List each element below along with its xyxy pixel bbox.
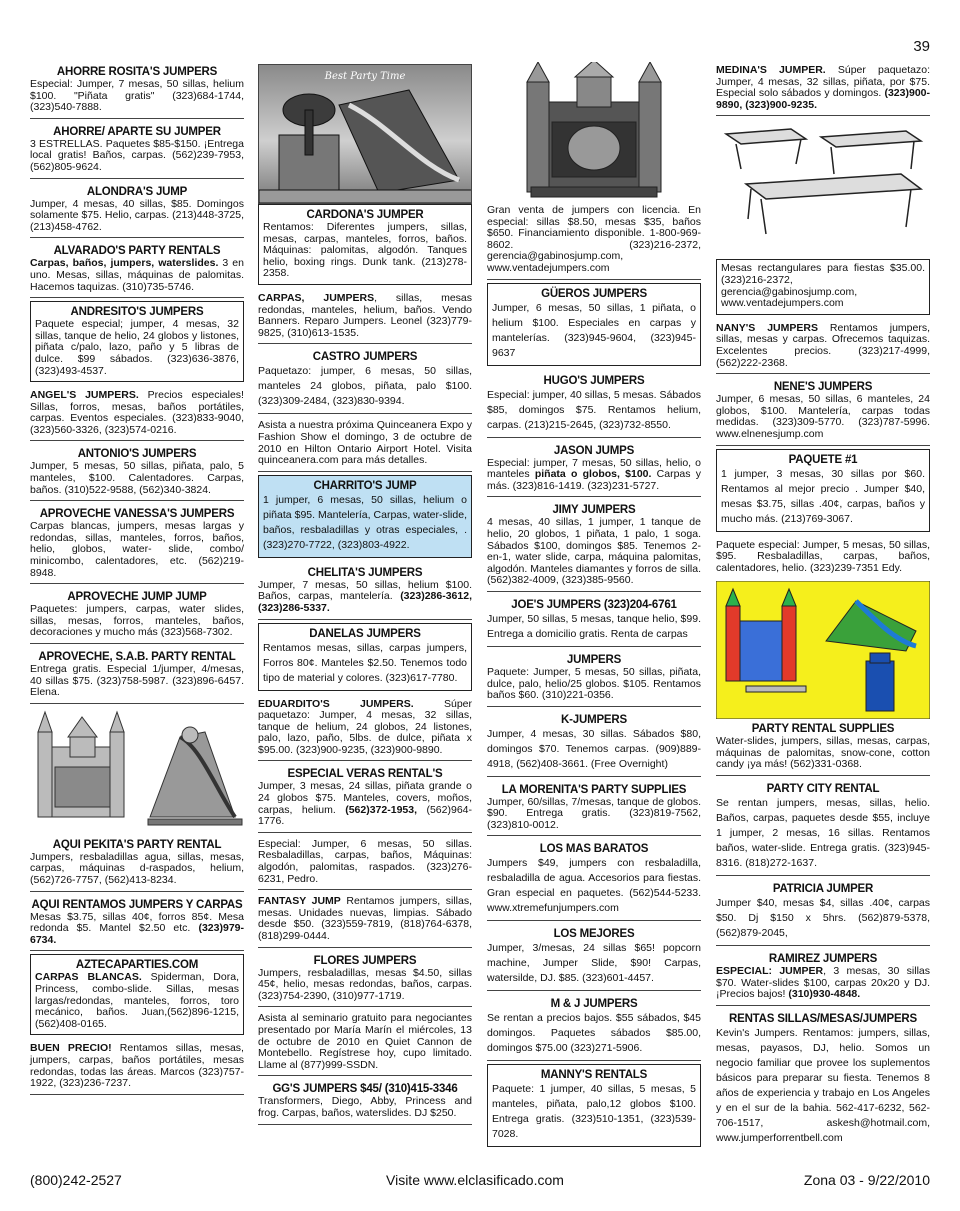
classified-ad bbox=[716, 320, 930, 374]
ad-title: LOS MAS BARATOS bbox=[539, 843, 649, 856]
ad-body bbox=[30, 79, 244, 114]
ad-body bbox=[258, 896, 472, 942]
ad-text: , 3 mesas, 30 sillas $70. Water-slides $100, carpas 20x20 y DJ. ¡Precios bajos! bbox=[716, 965, 930, 1001]
classified-ad bbox=[716, 377, 930, 445]
classified-ad bbox=[258, 563, 472, 620]
ad-body bbox=[258, 364, 472, 409]
ad-title: JASON JUMPS bbox=[553, 444, 635, 457]
ad-text: Jumper, 6 mesas, 50 sillas, 6 manteles, 24 globos, $100. Mantelería, carpas todas medidas. (323)309-5770. (323)787-5996. www.elnenesjump.com bbox=[716, 393, 930, 440]
ad-title: APROVECHE JUMP JUMP bbox=[67, 590, 207, 604]
classified-ad bbox=[716, 1009, 930, 1150]
ad-body bbox=[487, 517, 701, 587]
ad-text: Jumpers, resbaladillas agua, sillas, mesas, carpas, máquinas d-raspados, helium, (562)726-7757, (562)413-8234. bbox=[30, 850, 244, 886]
ad-title: LA MORENITA'S PARTY SUPPLIES bbox=[501, 783, 687, 796]
classified-ad bbox=[716, 879, 930, 946]
ad-body bbox=[716, 323, 930, 369]
classified-ad bbox=[258, 204, 472, 285]
footer-phone: (800)242-2527 bbox=[30, 1172, 122, 1188]
ad-title: PATRICIA JUMPER bbox=[772, 882, 874, 896]
ad-text: Entrega gratis. Especial 1/jumper, 4/mesas, 40 sillas $75. (323)758-5987. (323)896-6457. Elena. bbox=[30, 663, 244, 699]
ad-title: ESPECIAL VERAS RENTAL'S bbox=[287, 768, 443, 781]
ad-title: JUMPERS bbox=[566, 653, 622, 667]
classified-ad bbox=[258, 623, 472, 691]
ad-text: Mesas rectangulares para fiestas $35.00. (323)216-2372, gerencia@gabinosjump.com, www.ventadejumpers.com bbox=[721, 262, 925, 310]
ad-text: Gran venta de jumpers con licencia. En especial: sillas $8.50, mesas $35, baños $650. Financiamiento disponible. 1-800-969-8602. (323)216-2372, gerencia@gabinosjump.com, www.ventadejumpers.com bbox=[487, 204, 701, 274]
classified-ad bbox=[716, 949, 930, 1006]
ad-text: Especial: Jumper, 7 mesas, 50 sillas, helium $100. "Piñata gratis" (323)684-1744, (323)540-7888. bbox=[30, 78, 244, 114]
column-2 bbox=[258, 62, 472, 1128]
classified-ad bbox=[487, 283, 701, 366]
ad-lead: NANY'S JUMPERS bbox=[716, 321, 818, 334]
ad-lead: MEDINA'S JUMPER. bbox=[716, 64, 826, 76]
ad-title: NENE'S JUMPERS bbox=[773, 380, 873, 394]
ad-text: Paquetazo: jumper, 6 mesas, 50 sillas, manteles 24 globos, piñata, palo $100. (323)309-2484, (323)830-9394. bbox=[258, 365, 472, 408]
ad-body bbox=[716, 896, 930, 941]
ad-title: APROVECHE, S.A.B. PARTY RENTAL bbox=[38, 650, 236, 664]
ad-body bbox=[30, 912, 244, 947]
classified-ad bbox=[716, 62, 930, 116]
classified-ad bbox=[30, 954, 244, 1035]
classified-ad bbox=[258, 951, 472, 1008]
ad-text: 4 mesas, 40 sillas, 1 jumper, 1 tanque de helio, 20 globos, 1 piñata, 1 palo, 1 soga. Sábados $100, domingos $85. Tenemos 2-en-1, water slide, carpa, máquina palomitas, algodón. Manteles diamantes y forros de silla. (562)382-4009, (323)385-9560. bbox=[487, 516, 701, 587]
classified-ad bbox=[30, 587, 244, 644]
ad-text: Súper paquetazo: Jumper, 4 mesas, 32 sillas, tanque de helium, 24 globos, 24 listones, palo, lazo, paño, 5lbs. de dulce, piñata x $95.00. (323)900-9235, (323)900-9890. bbox=[258, 697, 473, 756]
ad-text: Paquetes: jumpers, carpas, water slides, sillas, mesas, forros, manteles, baños, decoraciones y mucho más (323)568-7302. bbox=[30, 603, 244, 639]
ad-phone-bold: (323)900-9890, (323)900-9235. bbox=[716, 87, 930, 111]
ad-text: 3 ESTRELLAS. Paquetes $85-$150. ¡Entrega local gratis! Baños, carpas. (562)239-7953, (562)805-9624. bbox=[30, 137, 244, 173]
ad-text: Jumper, 4 mesas, 30 sillas. Sábados $80, domingos $70. Tenemos carpas. (909)889-4918, (562)408-3661. (Free Overnight) bbox=[487, 727, 701, 770]
classified-ad bbox=[487, 994, 701, 1061]
ad-body bbox=[487, 941, 701, 986]
ad-text: Asista a nuestra próxima Quinceanera Expo y Fashion Show el domingo, 3 de octubre de 2010 en Hilton Ontario Airport Hotel. Visita quinceanera.com para más detalles. bbox=[258, 419, 472, 467]
ad-phone-bold: (323)979-6734. bbox=[30, 922, 244, 946]
classified-ad bbox=[258, 475, 472, 558]
ad-text: 1 jumper, 3 mesas, 30 sillas por $60. Rentamos al mejor precio . Jumper $40, mesas $3.75, sillas .40¢, carpas, baños y mucho más. (213)769-3067. bbox=[721, 467, 925, 525]
classified-ad bbox=[487, 650, 701, 707]
classified-ad bbox=[487, 202, 701, 280]
ad-body bbox=[487, 667, 701, 702]
ad-title: ANTONIO'S JUMPERS bbox=[77, 448, 197, 461]
ad-text: Jumper, 60/sillas, 7/mesas, tanque de globos. $90. Entrega gratis. (323)819-7562, (323)810-0012. bbox=[487, 795, 701, 831]
ad-text: Rentamos: Diferentes jumpers, sillas, mesas, carpas, manteles, forros, baños. Máquinas: palomitas, algodón. Tanques helio, boxing rings. Dunk tank. (213)278-2358. bbox=[263, 221, 467, 280]
classified-ad bbox=[30, 1040, 244, 1094]
castle-jumper-image bbox=[487, 62, 701, 202]
classified-ad bbox=[487, 595, 701, 647]
ad-body bbox=[492, 1082, 696, 1142]
ad-body bbox=[30, 199, 244, 234]
ad-title: HUGO'S JUMPERS bbox=[543, 374, 645, 387]
ad-body bbox=[258, 839, 472, 885]
ad-text: Jumper, 4 mesas, 40 sillas, $85. Domingos solamente $75. Helio, carpas. (213)448-3725, (213)458-4762. bbox=[30, 197, 244, 233]
ad-title: AQUI PEKITA'S PARTY RENTAL bbox=[52, 838, 222, 852]
ad-body bbox=[263, 641, 467, 686]
ad-title: AHORRE ROSITA'S JUMPERS bbox=[56, 65, 218, 79]
ad-text: Asista al seminario gratuito para negociantes presentado por María Marín el miércoles, 13 de octubre de 2010 en Quiet Cannon de Montebello. Regístrese hoy, cupo limitado. Llame al (877)999-SSDN. bbox=[258, 1012, 472, 1071]
ad-title: K-JUMPERS bbox=[561, 713, 627, 726]
classified-ad bbox=[30, 122, 244, 179]
ad-body bbox=[258, 293, 472, 339]
classified-ad bbox=[487, 924, 701, 991]
ad-title: APROVECHE VANESSA'S JUMPERS bbox=[39, 507, 235, 521]
ad-body bbox=[30, 139, 244, 174]
ad-title: JOE'S JUMPERS (323)204-6761 bbox=[511, 598, 677, 612]
ad-title: ALVARADO'S PARTY RENTALS bbox=[53, 245, 221, 258]
classified-ad bbox=[716, 449, 930, 532]
classified-ad bbox=[487, 441, 701, 498]
ad-title: PARTY RENTAL SUPPLIES bbox=[751, 722, 895, 736]
ad-body bbox=[30, 604, 244, 639]
ad-body bbox=[716, 65, 930, 111]
ad-title: RENTAS SILLAS/MESAS/JUMPERS bbox=[729, 1012, 917, 1026]
ad-title: ALONDRA'S JUMP bbox=[86, 185, 188, 198]
ad-body bbox=[258, 580, 472, 615]
classified-ad bbox=[30, 301, 244, 382]
ad-title: MANNY'S RENTALS bbox=[540, 1069, 648, 1082]
ad-phone-bold: piñata o globos, $100. bbox=[534, 468, 652, 481]
classified-ad bbox=[716, 537, 930, 579]
ad-text: Carpas blancas, jumpers, mesas largas y redondas, sillas, manteles, forros, baños, helio, globos, water- slide, combo/ minicombo, calentadores, etc. (562)219-8948. bbox=[30, 520, 244, 579]
ad-lead: CARPAS BLANCAS. bbox=[35, 971, 142, 984]
ad-body bbox=[487, 727, 701, 772]
ad-body bbox=[721, 263, 925, 309]
ad-body bbox=[30, 521, 244, 579]
ad-text: Rentamos jumpers, sillas, mesas. Unidades nuevas, limpias. Sábado desde $50. (323)559-7819, (818)764-6378, (818)299-0444. bbox=[258, 895, 472, 942]
ad-text: Rentamos jumpers, sillas, mesas y carpas. Ofrecemos taquizas. Excelentes precios. (323)217-4999, (562)222-2368. bbox=[716, 321, 930, 369]
ad-text: Water-slides, jumpers, sillas, mesas, carpas, máquinas de palomitas, snow-cone, cotton candy ¡ya más! (562)331-0368. bbox=[716, 735, 930, 771]
ad-body bbox=[716, 966, 930, 1001]
classified-ad bbox=[30, 387, 244, 441]
ad-body bbox=[716, 1026, 930, 1146]
ad-body bbox=[716, 796, 930, 871]
ad-lead: BUEN PRECIO! bbox=[30, 1042, 112, 1055]
ad-text: Especial: jumper, 7 mesas, 50 sillas, helio, o manteles bbox=[487, 456, 701, 481]
classified-ad bbox=[30, 62, 244, 119]
ad-body bbox=[487, 458, 701, 493]
ad-text: 1 jumper, 6 mesas, 50 sillas, helium o piñata $95. Mantelería, Carpas, water-slide, baños, resbaladillas y otras especiales, . (323)270-7722, (323)803-4922. bbox=[263, 493, 467, 551]
ad-text: Spiderman, Dora, Princess, combo-slide. Sillas, mesas largas/redondas, manteles, forros, toro mecánico, baños. Juan,(562)896-1215, (562)408-0165. bbox=[35, 971, 239, 1030]
classified-ad bbox=[258, 417, 472, 471]
ad-title: PARTY CITY RENTAL bbox=[766, 782, 880, 796]
ad-body bbox=[716, 394, 930, 440]
ad-body bbox=[487, 388, 701, 433]
ad-body bbox=[258, 1096, 472, 1119]
ad-title: CHELITA'S JUMPERS bbox=[307, 566, 423, 580]
ad-title: DANELAS JUMPERS bbox=[309, 627, 421, 640]
ad-body bbox=[258, 781, 472, 827]
ad-text-continued: (562)964-1776. bbox=[258, 803, 472, 828]
ad-body bbox=[716, 736, 930, 771]
ad-body bbox=[30, 461, 244, 496]
ad-text: 3 en uno. Mesas, sillas, máquinas de palomitas. Hacemos taquizas. (310)735-5746. bbox=[30, 257, 244, 293]
column-1 bbox=[30, 62, 244, 1098]
ad-body bbox=[30, 390, 244, 436]
ad-text: Transformers, Diego, Abby, Princess and frog. Carpas, baños, waterslides. DJ $250. bbox=[258, 1095, 472, 1119]
tables-image bbox=[716, 119, 930, 259]
ad-body bbox=[492, 301, 696, 361]
ad-text: Se rentan jumpers, mesas, sillas, helio. Baños, carpas, paquetes desde $55, incluye 1 jumper, 2 mesas, 16 sillas. Rentamos baños, water-slide. Entrega gratis. (323)945-8316. (818)272-1637. bbox=[716, 797, 930, 870]
column-3 bbox=[487, 62, 701, 1152]
ad-title: ANDRESITO'S JUMPERS bbox=[70, 305, 204, 319]
classified-ad bbox=[258, 764, 472, 832]
ad-lead: EDUARDITO'S JUMPERS. bbox=[258, 697, 414, 710]
ad-title: M & J JUMPERS bbox=[550, 998, 638, 1011]
classified-ad bbox=[258, 696, 472, 762]
ad-text: Precios especiales! Sillas, forros, mesas, baños portátiles, carpas. Eventos especiales. (323)833-9040, (323)560-3326, (323)574-0216. bbox=[30, 389, 244, 436]
ad-body bbox=[258, 968, 472, 1003]
classified-ad bbox=[258, 1079, 472, 1124]
column-4 bbox=[716, 62, 930, 1153]
ad-body bbox=[487, 1011, 701, 1056]
ad-phone-bold: (323)286-3612, (323)286-5337. bbox=[258, 590, 472, 614]
classified-ad bbox=[716, 719, 930, 776]
ad-title: CHARRITO'S JUMP bbox=[313, 479, 417, 493]
ad-body bbox=[487, 612, 701, 642]
ad-text: Paquete especial; jumper, 4 mesas, 32 sillas, tanque de helio, 24 globos y listones, piñata c/palo, lazo, paño y 5 libras de dulce. $99 sábados. (323)636-3876, (323)493-4537. bbox=[35, 318, 239, 377]
ad-text: Jumpers, resbaladillas, mesas $4.50, sillas 45¢, helio, mesas redondas, baños, carpas. (323)754-2390, (310)977-1719. bbox=[258, 966, 472, 1002]
ad-phone-bold: (562)372-1953, bbox=[345, 803, 418, 816]
ad-text: Súper paquetazo: Jumper, 4 mesas, 32 sillas, piñata, por $75. Especial solo sábados y domingos. bbox=[716, 64, 930, 100]
ad-body bbox=[721, 467, 925, 527]
ad-text: Kevin's Jumpers. Rentamos: jumpers, sillas, mesas, payasos, DJ, helio. Somos un negocio familiar que provee los suplementos básicos para preparar su fiesta. Tenemos 8 años de experiencia y trabajo en Los Angeles y en el sur de la bahia. 562-417-6232, 562-706-1517, askesh@hotmail.com, www.jumperforrentbell.com bbox=[716, 1026, 930, 1144]
ad-title: JIMY JUMPERS bbox=[552, 504, 636, 517]
ad-body bbox=[487, 856, 701, 916]
ad-text: Paquete especial: Jumper, 5 mesas, 50 sillas, $95. Resbaladillas, carpas, baños, calentadores, helio. (323)239-7351 Edy. bbox=[716, 538, 930, 574]
ad-body bbox=[487, 797, 701, 832]
party-supplies-image bbox=[716, 581, 930, 719]
ad-body bbox=[258, 1013, 472, 1071]
ad-body bbox=[30, 1043, 244, 1089]
ad-text: Rentamos mesas, sillas, carpas jumpers, Forros 80¢. Manteles $2.50. Tenemos todo tipo de material y colores. (323)617-7780. bbox=[263, 641, 467, 684]
classified-ad bbox=[30, 647, 244, 704]
classified-ad bbox=[30, 241, 244, 298]
page-number: 39 bbox=[913, 38, 930, 55]
ad-title: CASTRO JUMPERS bbox=[312, 351, 418, 364]
ad-body bbox=[30, 664, 244, 699]
ad-body bbox=[258, 420, 472, 466]
ad-text: Jumper, 3 mesas, 24 sillas, piñata grande o 24 globos $75. Manteles, covers, moños, carpas, helium. bbox=[258, 780, 472, 816]
ad-body bbox=[716, 540, 930, 575]
ad-title: LOS MEJORES bbox=[553, 928, 635, 941]
ad-text: Paquete: Jumper, 5 mesas, 50 sillas, piñata, dulce, palo, helio/25 globos. $105. Rentamos baños $60. (310)221-0356. bbox=[487, 665, 701, 702]
ad-lead: FANTASY JUMP bbox=[258, 895, 341, 908]
classified-ad bbox=[487, 371, 701, 438]
ad-text: , sillas, mesas redondas, manteles, helium, baños. Vendo Banners. Reparo Jumpers. Leonel (323)779-9825, (310)613-1535. bbox=[258, 291, 472, 339]
classified-ad bbox=[258, 347, 472, 414]
classified-ad bbox=[30, 444, 244, 501]
photo-caption: Best Party Time bbox=[324, 71, 406, 82]
ad-title: GÜEROS JUMPERS bbox=[541, 287, 647, 300]
ad-body bbox=[35, 972, 239, 1030]
ad-text: Jumper, 50 sillas, 5 mesas, tanque helio, $99. Entrega a domicilio gratis. Renta de carpas bbox=[487, 612, 701, 640]
ad-text: Jumper, 3/mesas, 24 sillas $65! popcorn machine, Jumper Slide, $90! Carpas, watersilde, DJ. $85. (323)601-4457. bbox=[487, 942, 701, 985]
ad-text: Jumper $40, mesas $4, sillas .40¢, carpas $50. Dj $150 x 5hrs. (562)879-5378, (562)879-2045, bbox=[716, 897, 930, 940]
ad-body bbox=[263, 222, 467, 280]
ad-title: CARDONA'S JUMPER bbox=[306, 208, 424, 222]
ad-text: Paquete: 1 jumper, 40 sillas, 5 mesas, 5 manteles, piñata, palo,12 globos $100. Entrega gratis. (323)510-1351, (323)539-7028. bbox=[492, 1083, 696, 1141]
ad-body bbox=[30, 852, 244, 887]
ad-phone-bold: (310)930-4848. bbox=[788, 988, 861, 1001]
ad-body bbox=[263, 493, 467, 553]
ad-title: GG'S JUMPERS $45/ (310)415-3346 bbox=[272, 1083, 458, 1096]
footer-zone: Zona 03 - 9/22/2010 bbox=[803, 1172, 930, 1188]
ad-body bbox=[35, 319, 239, 377]
ad-title: AZTECAPARTIES.COM bbox=[75, 959, 199, 972]
classified-ad bbox=[30, 835, 244, 892]
ad-text: Rentamos sillas, mesas, jumpers, carpas, baños portátiles, mesas redondas, todas las áreas. Marcos (323)757-1922, (323)236-7237. bbox=[30, 1042, 244, 1090]
classified-ad bbox=[258, 290, 472, 344]
classified-ad bbox=[487, 839, 701, 921]
classified-ad bbox=[258, 893, 472, 947]
ad-text: Jumper, 5 mesas, 50 sillas, piñata, palo, 5 manteles, $100. Calentadores. Carpas, baños. (310)522-9588, (562)340-3824. bbox=[30, 460, 244, 496]
ad-title: AQUI RENTAMOS JUMPERS Y CARPAS bbox=[31, 898, 243, 911]
ad-lead: CARPAS, JUMPERS bbox=[258, 291, 375, 304]
ad-title: RAMIREZ JUMPERS bbox=[768, 952, 878, 966]
party-time-photo-image bbox=[258, 64, 472, 204]
ad-text-continued: Carpas y más. (323)816-1419. (323)231-5727. bbox=[487, 468, 701, 492]
ad-text: Especial: Jumper, 6 mesas, 50 sillas. Resbaladillas, carpas, baños, Máquinas: algodón, palomitas, raspados. (323)276-6231, Pedro. bbox=[258, 837, 472, 885]
ad-text: Jumper, 7 mesas, 50 sillas, helium $100. Baños, carpas, mantelería. bbox=[258, 578, 472, 603]
classified-ad bbox=[487, 710, 701, 777]
ad-body bbox=[487, 205, 701, 275]
ad-body bbox=[30, 258, 244, 293]
ad-text: Especial: jumper, 40 sillas, 5 mesas. Sábados $85, domingos $75. Rentamos helium, carpas. (213)215-2645, (323)732-8550. bbox=[487, 388, 701, 431]
classified-ad bbox=[487, 500, 701, 592]
classified-ad bbox=[716, 259, 930, 314]
ad-text: Jumper, 6 mesas, 50 sillas, 1 piñata, o helium $100. Especiales en carpas y mantelerías. (323)945-9604, (323)945-9637 bbox=[492, 301, 696, 359]
ad-lead: Carpas, baños, jumpers, waterslides. bbox=[30, 257, 219, 270]
classified-ad bbox=[30, 182, 244, 239]
classified-ad bbox=[716, 779, 930, 876]
classified-ad bbox=[487, 1064, 701, 1147]
ad-title: AHORRE/ APARTE SU JUMPER bbox=[53, 125, 221, 139]
ad-title: FLORES JUMPERS bbox=[313, 954, 417, 967]
ad-body bbox=[258, 699, 472, 757]
ad-text: Se rentan a precios bajos. $55 sábados, $45 domingos. Paquetes sábados $85.00, domingos $75.00 (323)271-5906. bbox=[487, 1012, 701, 1055]
classified-ad bbox=[30, 895, 244, 952]
ad-lead: ANGEL'S JUMPERS. bbox=[30, 389, 139, 402]
classified-ad bbox=[30, 504, 244, 584]
classified-ad bbox=[258, 1010, 472, 1076]
classified-ad bbox=[487, 780, 701, 837]
castle-slide-image bbox=[30, 707, 244, 835]
footer-site[interactable]: Visite www.elclasificado.com bbox=[386, 1172, 564, 1188]
ad-text: Jumpers $49, jumpers con resbaladilla, resbaladilla de agua. Accesorios para fiestas. Gran especial en paquetes. (562)544-5233. www.xtremefunjumpers.com bbox=[487, 857, 701, 915]
classified-ad bbox=[258, 836, 472, 890]
ad-title: PAQUETE #1 bbox=[788, 453, 858, 466]
ad-text: Mesas $3.75, sillas 40¢, forros 85¢. Mesa redonda $5. Mantel $2.50 etc. bbox=[30, 910, 244, 935]
ad-lead: ESPECIAL: JUMPER bbox=[716, 965, 824, 978]
